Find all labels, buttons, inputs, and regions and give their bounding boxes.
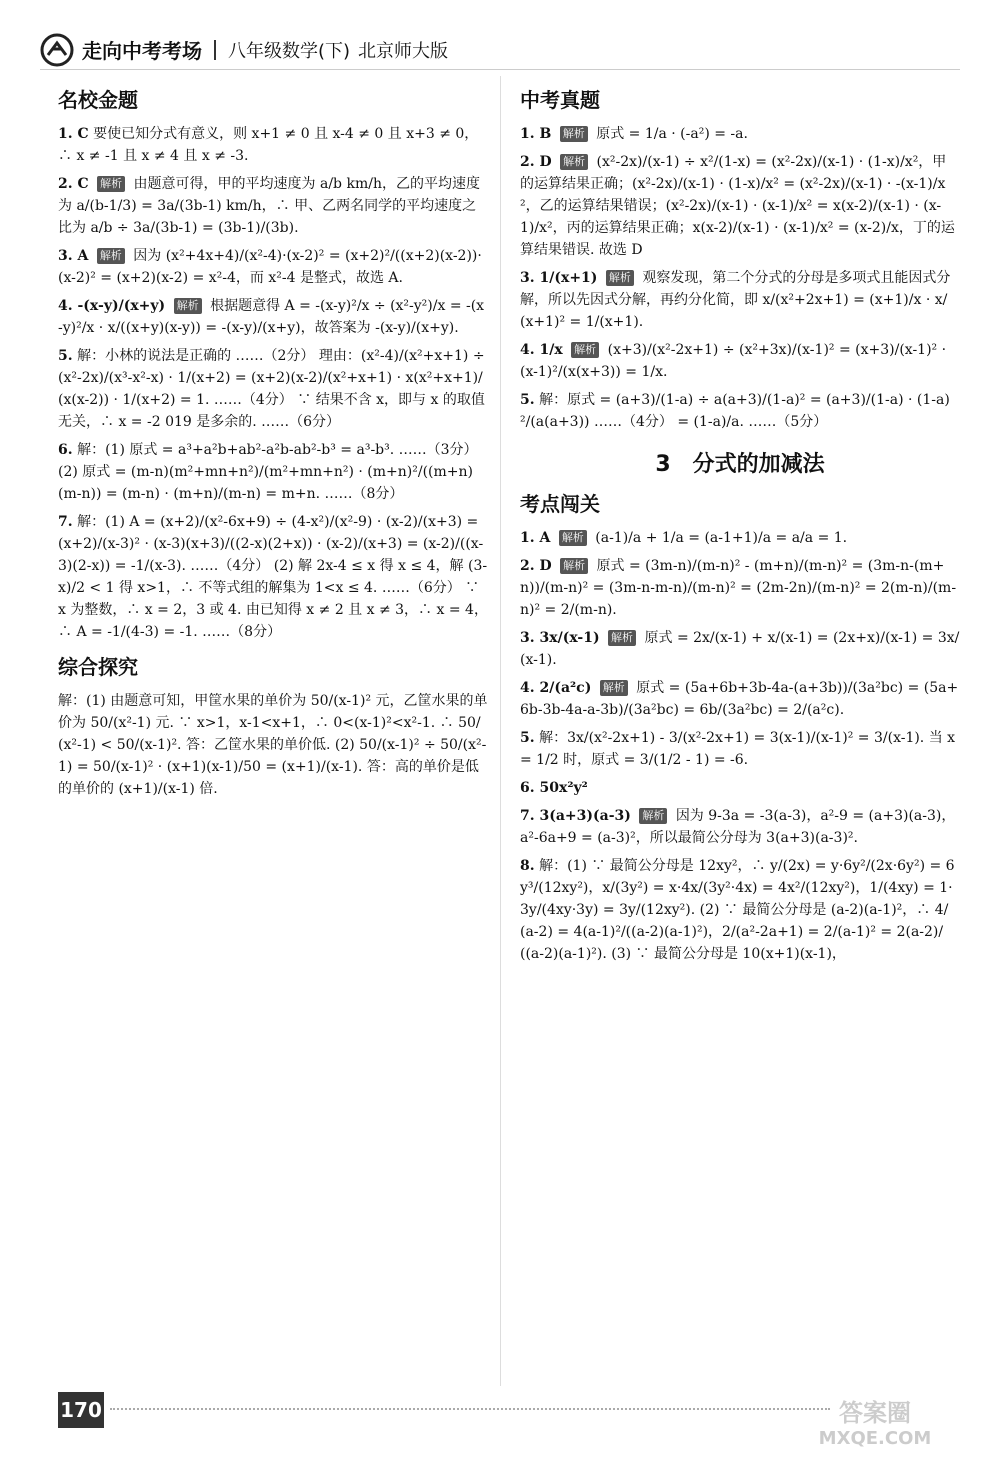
answer-item — [520, 389, 960, 433]
answer-number: 4. -(x-y)/(x+y) — [58, 298, 166, 314]
watermark-url: MXQE.COM — [818, 1428, 932, 1449]
answer-number: 4. 2/(a²c) — [520, 680, 592, 696]
analysis-tag: 解析 — [639, 808, 667, 824]
answer-text: 原式 = 2x/(x-1) + x/(x-1) = (2x+x)/(x-1) = 3x/(x-1). — [520, 630, 960, 668]
answer-number: 7. 3(a+3)(a-3) — [520, 808, 631, 824]
header-separator — [214, 40, 216, 60]
answer-text: 要使已知分式有意义，则 x+1 ≠ 0 且 x-4 ≠ 0 且 x+3 ≠ 0，∴ x ≠ -1 且 x ≠ 4 且 x ≠ -3. — [58, 126, 479, 164]
answer-item — [520, 805, 960, 849]
analysis-tag: 解析 — [560, 558, 588, 574]
page-header — [40, 30, 960, 70]
answer-text: 原式 = (3m-n)/(m-n)² - (m+n)/(m-n)² = (3m-n-(m+n))/(m-n)² = (3m-n-m-n)/(m-n)² = (2m-2n)/(m-n)² = 2(m-n)/(m-n)² = 2/(m-n). — [520, 558, 957, 618]
answer-number: 3. 3x/(x-1) — [520, 630, 600, 646]
answer-item — [58, 511, 488, 643]
answer-text: 根据题意得 A = -(x-y)²/x ÷ (x²-y²)/x = -(x-y)²/x · x/((x+y)(x-y)) = -(x-y)/(x+y)，故答案为 -(x-y)/(x+y). — [58, 298, 485, 336]
answer-text: (x²-2x)/(x-1) ÷ x²/(1-x) = (x²-2x)/(x-1) · (1-x)/x²，甲的运算结果正确；(x²-2x)/(x-1) · (1-x)/x² = (x²-2x)/(x-1) · -(x-1)/x²，乙的运算结果错误；(x²-2x)/(x-1) · (x-1)/x² = x(x-2)/(x-1) · (x-1)/x²，丙的运算结果正确；x(x-2)/(x-1) · (x-1)/x² = (x-2)/x，丁的运算结果错误. 故选 D — [520, 154, 955, 258]
chapter-title: 3 分式的加减法 — [655, 452, 825, 477]
watermark — [780, 1400, 970, 1460]
explore-answer: 解：(1) 由题意可知，甲筐水果的单价为 50/(x-1)² 元，乙筐水果的单价为 50/(x²-1) 元. ∵ x>1，x-1<x+1，∴ 0<(x-1)²<x²-1. ∴ 50/(x²-1) < 50/(x-1)². 答：乙筐水果的单价低. (2) 50/(x-1)² ÷ 50/(x²-1) = 50/(x-1)² · (x+1)(x-1)/50 = (x+1)/(x-1). 答：高的单价是低的单价的 (x+1)/(x-1) 倍. — [58, 693, 488, 797]
answer-item — [58, 439, 488, 505]
answer-text: 原式 = (5a+6b+3b-4a-(a+3b))/(3a²bc) = (5a+6b-3b-4a-a-3b)/(3a²bc) = 6b/(3a²bc) = 2/(a²c). — [520, 680, 959, 718]
column-divider — [500, 76, 501, 1386]
answer-item — [520, 777, 960, 799]
analysis-tag: 解析 — [97, 248, 125, 264]
answer-number: 5. — [520, 392, 535, 408]
answer-text: 由题意可得，甲的平均速度为 a/b km/h，乙的平均速度为 a/(b-1/3) = 3a/(3b-1) km/h，∴ 甲、乙两名同学的平均速度之比为 a/b ÷ 3a/(3b-1) = (3b-1)/(3b). — [58, 176, 480, 236]
watermark-text: 答案圈 — [839, 1399, 911, 1427]
answer-text: 解：小林的说法是正确的 ……（2分） 理由：(x²-4)/(x²+x+1) ÷ (x²-2x)/(x³-x²-x) · 1/(x+2) = (x+2)(x-2)/(x²+x+1) · x(x²+x+1)/(x(x-2)) · 1/(x+2) = 1. ……（4分） ∵ 结果不含 x，即与 x 的取值无关，∴ x = -2 019 是多余的. ……（6分） — [58, 348, 485, 430]
answer-number: 2. D — [520, 154, 552, 170]
answer-number: 5. — [58, 348, 73, 364]
answer-text: 因为 (x²+4x+4)/(x²-4)·(x-2)² = (x+2)²/((x+2)(x-2))·(x-2)² = (x+2)(x-2) = x²-4，而 x²-4 是整式，故选 A. — [58, 248, 482, 286]
answer-number: 4. 1/x — [520, 342, 563, 358]
answer-item — [520, 267, 960, 333]
section-title-checkpoints: 考点闯关 — [520, 492, 600, 516]
analysis-tag: 解析 — [560, 126, 588, 142]
analysis-tag: 解析 — [571, 342, 599, 358]
answer-number: 6. 50x²y² — [520, 780, 588, 796]
book-title: 走向中考考场 — [82, 39, 202, 63]
answer-item — [520, 677, 960, 721]
answer-number: 1. B — [520, 126, 552, 142]
answer-text: 解：3x/(x²-2x+1) - 3/(x²-2x+1) = 3(x-1)/(x-1)² = 3/(x-1). 当 x = 1/2 时，原式 = 3/(1/2 - 1) = -6. — [520, 730, 956, 768]
answer-item — [58, 295, 488, 339]
answer-text: (x+3)/(x²-2x+1) ÷ (x²+3x)/(x-1)² = (x+3)/(x-1)² · (x-1)²/(x(x+3)) = 1/x. — [520, 342, 947, 380]
answer-text: 原式 = 1/a · (-a²) = -a. — [596, 126, 748, 142]
answer-text: (a-1)/a + 1/a = (a-1+1)/a = a/a = 1. — [595, 530, 848, 546]
answer-text: 因为 9-3a = -3(a-3)，a²-9 = (a+3)(a-3)，a²-6a+9 = (a-3)²，所以最简公分母为 3(a+3)(a-3)². — [520, 808, 956, 846]
answer-text: 解：(1) ∵ 最简公分母是 12xy²，∴ y/(2x) = y·6y²/(2x·6y²) = 6y³/(12xy²)，x/(3y²) = x·4x/(3y²·4x) = 4x²/(12xy²)，1/(4xy) = 1·3y/(4xy·3y) = 3y/(12xy²). (2) ∵ 最简公分母是 (a-2)(a-1)²，∴ 4/(a-2) = 4(a-1)²/((a-2)(a-1)²)，2/(a²-2a+1) = 2/(a-1)² = 2(a-2)/((a-2)(a-1)²). (3) ∵ 最简公分母是 10(x+1)(x-1)， — [520, 858, 955, 962]
answer-item — [58, 345, 488, 433]
answer-text: 观察发现，第二个分式的分母是多项式且能因式分解，所以先因式分解，再约分化简，即 x/(x²+2x+1) = (x+1)/x · x/(x+1)² = 1/(x+1). — [520, 270, 951, 330]
answer-number: 1. A — [520, 530, 551, 546]
answer-number: 7. — [58, 514, 73, 530]
answer-item — [520, 555, 960, 621]
answer-item — [58, 173, 488, 239]
answer-item — [58, 123, 488, 167]
answer-number: 3. A — [58, 248, 89, 264]
runner-logo-icon — [40, 33, 74, 67]
answer-number: 8. — [520, 858, 535, 874]
answer-number: 2. D — [520, 558, 552, 574]
answer-item — [520, 123, 960, 145]
analysis-tag: 解析 — [174, 298, 202, 314]
section-title-explore: 综合探究 — [58, 655, 138, 679]
answer-text: 解：(1) 原式 = a³+a²b+ab²-a²b-ab²-b³ = a³-b³. ……（3分） (2) 原式 = (m-n)(m²+mn+n²)/(m²+mn+n²) · (m+n)²/((m+n)(m-n)) = (m-n) · (m+n)/(m-n) = m+n. ……（8分） — [58, 442, 478, 502]
analysis-tag: 解析 — [600, 680, 628, 696]
answer-text: 解：(1) A = (x+2)/(x²-6x+9) ÷ (4-x²)/(x²-9) · (x-2)/(x+3) = (x+2)/(x-3)² · (x-3)(x+3)/((2-x)(2+x)) · (x-2)/(x+3) = (x-2)/((x-3)(2-x)) = -1/(x-3). ……（4分） (2) 解 2x-4 ≤ x 得 x ≤ 4，解 (3-x)/2 < 1 得 x>1，∴ 不等式组的解集为 1<x ≤ 4. ……（6分） ∵ x 为整数，∴ x = 2，3 或 4. 由已知得 x ≠ 2 且 x ≠ 3，∴ x = 4，∴ A = -1/(4-3) = -1. ……（8分） — [58, 514, 488, 640]
analysis-tag: 解析 — [606, 270, 634, 286]
answer-number: 1. C — [58, 126, 89, 142]
section-title-exam-questions: 中考真题 — [520, 88, 600, 112]
answer-text: 解：原式 = (a+3)/(1-a) ÷ a(a+3)/(1-a)² = (a+3)/(1-a) · (1-a)²/(a(a+3)) ……（4分） = (1-a)/a. ……（5分） — [520, 392, 950, 430]
answer-item — [520, 151, 960, 261]
book-edition: 北京师大版 — [358, 40, 449, 62]
answer-number: 5. — [520, 730, 535, 746]
answer-item — [520, 727, 960, 771]
answer-item — [520, 855, 960, 965]
footer-rule — [110, 1408, 830, 1410]
analysis-tag: 解析 — [559, 530, 587, 546]
answer-number: 3. 1/(x+1) — [520, 270, 598, 286]
answer-number: 2. C — [58, 176, 89, 192]
page-number: 170 — [58, 1392, 104, 1428]
answer-item — [520, 339, 960, 383]
analysis-tag: 解析 — [608, 630, 636, 646]
answer-item — [520, 627, 960, 671]
answer-item — [58, 245, 488, 289]
answer-number: 6. — [58, 442, 73, 458]
analysis-tag: 解析 — [97, 176, 125, 192]
book-grade: 八年级数学(下) — [228, 40, 351, 62]
analysis-tag: 解析 — [560, 154, 588, 170]
section-title-famous-school: 名校金题 — [58, 88, 138, 112]
left-column — [58, 76, 488, 806]
right-column — [520, 76, 960, 971]
answer-item — [520, 527, 960, 549]
